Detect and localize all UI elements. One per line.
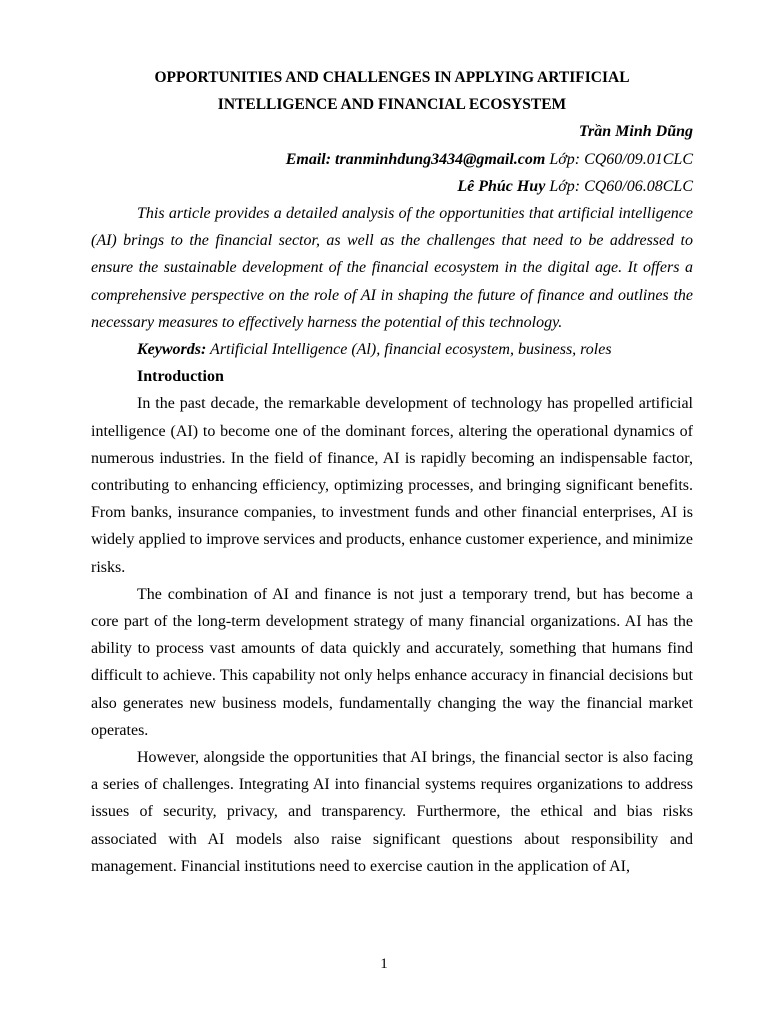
paper-title	[91, 64, 693, 118]
abstract: This article provides a detailed analysis of the opportunities that artificial intelligence (AI) brings to the financial sector, as well as the challenges that need to be addressed to ensure the sustainable development of the financial ecosystem in the digital age. It offers a comprehensive perspective on the role of AI in shaping the future of finance and outlines the necessary measures to effectively harness the potential of this technology.	[91, 205, 693, 331]
body-paragraph: The combination of AI and finance is not just a temporary trend, but has become a core part of the long-term development strategy of many financial organizations. AI has the ability to process vast amounts of data quickly and accurately, something that humans find difficult to achieve. This capability not only helps enhance accuracy in financial decisions but also generates new business models, fundamentally changing the way the financial market operates.	[91, 585, 693, 739]
author-2-name: Lê Phúc Huy	[457, 177, 546, 195]
author-2-class: Lớp: CQ60/06.08CLC	[545, 177, 693, 195]
author-1-contact	[91, 146, 693, 173]
body-paragraph: However, alongside the opportunities that AI brings, the financial sector is also facing a series of challenges. Integrating AI into financial systems requires organizations to address issues of security, privacy, and transparency. Furthermore, the ethical and bias risks associated with AI models also raise significant questions about responsibility and management. Financial institutions need to exercise caution in the application of AI,	[91, 749, 693, 875]
author-1-class: Lớp: CQ60/09.01CLC	[545, 150, 693, 168]
keywords-label: Keywords:	[137, 341, 207, 359]
title-line-1: OPPORTUNITIES AND CHALLENGES IN APPLYING ARTIFICIAL	[154, 69, 630, 86]
body-paragraph: In the past decade, the remarkable development of technology has propelled artificial intelligence (AI) to become one of the dominant forces, altering the operational dynamics of numerous industries. In the field of finance, AI is rapidly becoming an indispensable factor, contributing to enhancing efficiency, optimizing processes, and bringing significant benefits. From banks, insurance companies, to investment funds and other financial enterprises, AI is widely applied to improve services and products, enhance customer experience, and minimize risks.	[91, 395, 694, 576]
author-1-email: Email: tranminhdung3434@gmail.com	[285, 150, 546, 168]
section-heading-introduction: Introduction	[137, 368, 224, 386]
author-1-name: Trần Minh Dũng	[578, 123, 693, 141]
title-line-2: INTELLIGENCE AND FINANCIAL ECOSYSTEM	[217, 96, 567, 114]
author-2-line	[91, 173, 693, 200]
page-content	[91, 64, 693, 880]
page-number: 1	[380, 956, 388, 972]
keywords-text: Artificial Intelligence (Al), financial ecosystem, business, roles	[206, 341, 612, 359]
keywords	[91, 336, 693, 363]
